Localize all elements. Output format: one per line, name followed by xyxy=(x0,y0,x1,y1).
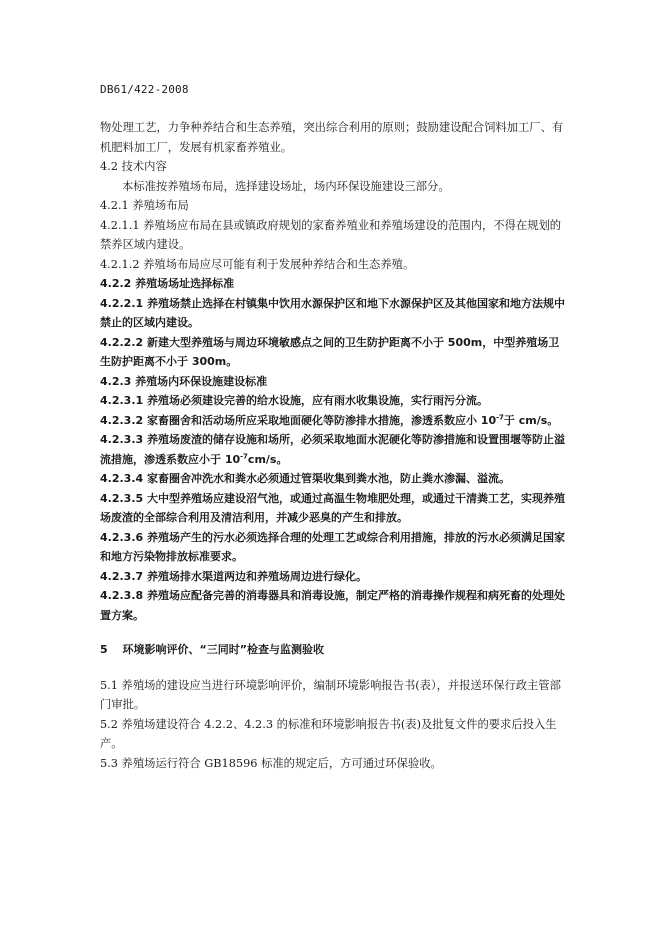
text-run: cm/s。 xyxy=(247,452,288,466)
paragraph: 5.3 养殖场运行符合 GB18596 标准的规定后，方可通过环保验收。 xyxy=(100,756,442,770)
paragraph: 4.2.3.7 养殖场排水渠道两边和养殖场周边进行绿化。 xyxy=(100,569,367,583)
document-header-code: DB61/422-2008 xyxy=(100,83,189,96)
section-heading: 4.2 技术内容 xyxy=(100,160,167,173)
paragraph: 4.2.1.2 养殖场布局应尽可能有利于发展种养结合和生态养殖。 xyxy=(100,257,415,271)
section-heading: 4.2.3 养殖场内环保设施建设标准 xyxy=(100,374,268,388)
section-heading: 4.2.2 养殖场场址选择标准 xyxy=(100,277,235,290)
exponent: -7 xyxy=(496,412,504,421)
paragraph: 4.2.3.4 家畜圈舍冲洗水和粪水必须通过管渠收集到粪水池，防止粪水渗漏、溢流。 xyxy=(100,472,510,485)
paragraph: 5.1 养殖场的建设应当进行环境影响评价，编制环境影响报告书(表），并报送环保行政主管部门审批。 xyxy=(100,678,561,711)
section-heading: 4.2.1 养殖场布局 xyxy=(100,199,189,212)
text-run: 4.2.3.3 养殖场废渣的储存设施和场所，必须采取地面水泥硬化等防渗措施和设置围堰等防止溢流措施，渗透系数应小于 10 xyxy=(100,433,565,466)
paragraph: 4.2.1.1 养殖场应布局在县或镇政府规划的家畜养殖业和养殖场建设的范围内，不得在规划的禁养区域内建设。 xyxy=(100,218,562,251)
chapter-heading: 5 环境影响评价、“三同时”检查与监测验收 xyxy=(100,643,324,656)
paragraph: 4.2.3.6 养殖场产生的污水必须选择合理的处理工艺或综合利用措施，排放的污水必须满足国家和地方污染物排放标准要求。 xyxy=(100,530,565,563)
text-run: 于 cm/s。 xyxy=(503,413,559,427)
paragraph: 4.2.3.1 养殖场必须建设完善的给水设施，应有雨水收集设施，实行雨污分流。 xyxy=(100,394,488,407)
paragraph xyxy=(100,430,570,469)
exponent: -7 xyxy=(240,451,248,460)
paragraph xyxy=(100,411,570,431)
paragraph: 本标准按养殖场布局，选择建设场址，场内环保设施建设三部分。 xyxy=(122,179,450,193)
paragraph: 4.2.3.5 大中型养殖场应建设沼气池，或通过高温生物堆肥处理，或通过干清粪工艺，实现养殖场废渣的全部综合利用及清洁利用，并减少恶臭的产生和排放。 xyxy=(100,491,565,524)
paragraph: 4.2.3.8 养殖场应配备完善的消毒器具和消毒设施，制定严格的消毒操作规程和病死畜的处理处置方案。 xyxy=(100,589,565,622)
paragraph: 4.2.2.2 新建大型养殖场与周边环境敏感点之间的卫生防护距离不小于 500m，中型养殖场卫生防护距离不小于 300m。 xyxy=(100,335,560,368)
paragraph: 物处理工艺，力争种养结合和生态养殖，突出综合利用的原则；鼓励建设配合饲料加工厂、有机肥料加工厂，发展有机家畜养殖业。 xyxy=(100,121,564,154)
document-body xyxy=(100,118,570,773)
text-run: 4.2.3.2 家畜圈舍和活动场所应采取地面硬化等防渗排水措施，渗透系数应小 10 xyxy=(100,413,497,427)
paragraph: 5.2 养殖场建设符合 4.2.2、4.2.3 的标准和环境影响报告书(表)及批复文件的要求后投入生产。 xyxy=(100,717,557,750)
paragraph: 4.2.2.1 养殖场禁止选择在村镇集中饮用水源保护区和地下水源保护区及其他国家和地方法规中禁止的区域内建设。 xyxy=(100,296,565,329)
